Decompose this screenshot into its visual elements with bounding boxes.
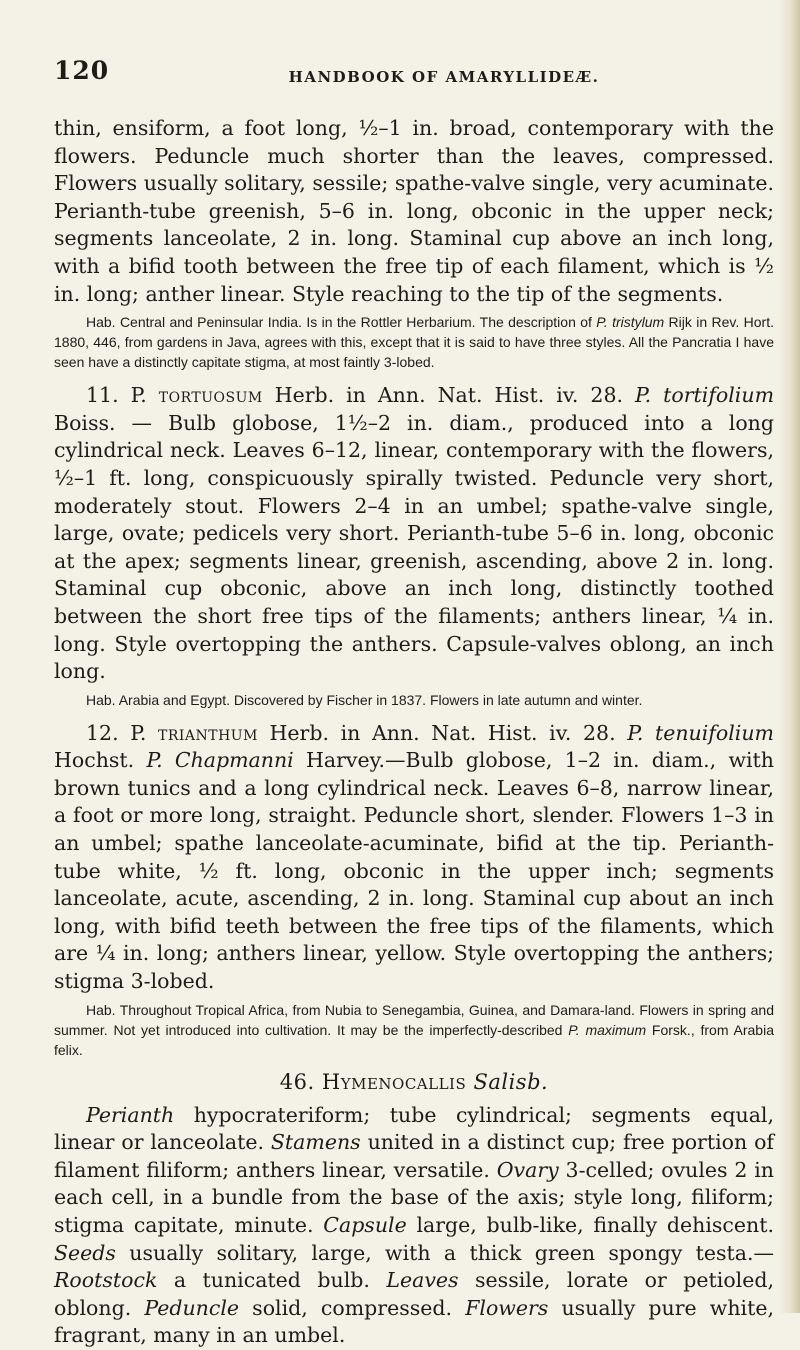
species-authority: Hochst.	[54, 748, 147, 773]
species-entry-11	[54, 382, 774, 686]
term-description: 3-celled; ovules 2 in each cell, in a bundle from the base of the axis; style long, filiform; stigma capitate, minute.	[54, 1157, 775, 1237]
term: Rootstock	[54, 1268, 158, 1293]
page-header	[54, 56, 754, 96]
term: Ovary	[496, 1157, 559, 1182]
habitat-note-10	[54, 312, 774, 372]
habitat-note-11: Hab. Arabia and Egypt. Discovered by Fischer in 1837. Flowers in late autumn and winter.	[86, 691, 643, 708]
term-description: united in a distinct cup; free portion of filament filiform; anthers linear, versatile.	[54, 1130, 774, 1182]
continued-description: thin, ensiform, a foot long, ½–1 in. broad, contemporary with the flowers. Peduncle much shorter than the leaves, compressed. Flowers usually solitary, sessile; spathe-valve single, very acuminate. Perianth-tube greenish, 5–6 in. long, obconic in the upper neck; segments lanceolate, 2 in. long. Staminal cup above an inch long, with a bifid tooth between the free tip of each filament, which is ½ in. long; anther linear. Style reaching to the tip of the segments.	[54, 116, 774, 306]
synonym-name: P. tortifolium	[635, 383, 775, 408]
habitat-text: Hab. Central and Peninsular India. Is in the Rottler Herbarium. The description of	[86, 314, 597, 331]
species-name: tortuosum	[158, 383, 263, 408]
page-edge-shadow	[778, 0, 800, 1313]
term: Peduncle	[144, 1295, 240, 1320]
running-head: HANDBOOK OF AMARYLLIDEÆ.	[288, 68, 600, 86]
term-description: a tunicated bulb.	[157, 1268, 387, 1293]
synonym-name: P. tenuifolium	[627, 720, 774, 745]
habitat-text: Rijk in Rev. Hort. 1880, 446, from gardens in Java, agrees with this, except that it is said to have three styles. All the Pancratia I have seen have a distinctly capitate stigma, at most faintly 3-lobed.	[54, 314, 774, 371]
genus-authority: Salisb.	[473, 1069, 549, 1094]
synonym-name: P. Chapmanni	[146, 748, 294, 773]
term-description: usually pure white, fragrant, many in an umbel.	[54, 1295, 774, 1348]
species-number: 12. P.	[86, 720, 158, 745]
synonym-name: P. tristylum	[596, 314, 665, 331]
species-description: Harvey.—Bulb globose, 1–2 in. diam., with brown tunics and a long cylindrical neck. Leaves 6–8, narrow linear, a foot or more long, straight. Peduncle short, slender. Flowers 1–3 in an umbel; spathe lanceolate-acuminate, bifid at the tip. Perianth-tube white, ½ ft. long, obconic in the upper inch; segments lanceolate, acute, ascending, 2 in. long. Staminal cup about an inch long, with bifid teeth between the free tips of the filaments, which are ¼ in. long; anthers linear, yellow. Style overtopping the anthers; stigma 3-lobed.	[54, 748, 774, 994]
habitat-note-12	[54, 1000, 774, 1060]
species-description: Boiss. — Bulb globose, 1½–2 in. diam., produced into a long cylindrical neck. Leaves 6–12, linear, contemporary with the flowers, ½–1 ft. long, conspicuously spirally twisted. Peduncle very short, moderately stout. Flowers 2–4 in an umbel; spathe-valve single, large, ovate; pedicels very short. Perianth-tube 5–6 in. long, obconic at the apex; segments linear, greenish, ascending, above 2 in. long. Staminal cup obconic, above an inch long, distinctly toothed between the short free tips of the filaments; anthers linear, ¼ in. long. Style overtopping the anthers. Capsule-valves oblong, an inch long.	[54, 410, 774, 684]
term-description: solid, compressed.	[239, 1295, 466, 1320]
term: Seeds	[54, 1240, 116, 1265]
species-authority: Herb. in Ann. Nat. Hist. iv. 28.	[257, 720, 628, 745]
term-description: hypocrateriform; tube cylindrical; segments equal, linear or lanceolate.	[54, 1102, 774, 1155]
term-description: usually solitary, large, with a thick green spongy testa.—	[115, 1240, 774, 1265]
species-authority: Herb. in Ann. Nat. Hist. iv. 28.	[262, 383, 635, 408]
term: Perianth	[86, 1102, 175, 1127]
synonym-name: P. maximum	[568, 1021, 647, 1038]
body-text	[54, 115, 774, 1350]
species-entry-12	[54, 720, 774, 996]
page-number: 120	[54, 56, 110, 85]
genus-name: Hymenocallis	[321, 1069, 467, 1094]
habitat-text: Forsk., from Arabia felix.	[54, 1021, 774, 1058]
term: Flowers	[465, 1295, 549, 1320]
habitat-text: Hab. Throughout Tropical Africa, from Nubia to Senegambia, Guinea, and Damara-land. Flowers in spring and summer. Not yet introduced into cultivation. It may be the imperfectly-described	[54, 1001, 774, 1038]
species-name: trianthum	[157, 720, 258, 745]
term-description: large, bulb-like, finally dehiscent.	[406, 1213, 774, 1237]
species-number: 11. P.	[86, 383, 159, 408]
term: Capsule	[323, 1213, 407, 1237]
term: Leaves	[386, 1268, 459, 1293]
genus-number: 46.	[279, 1069, 322, 1094]
genus-heading	[54, 1070, 774, 1094]
term: Stamens	[270, 1130, 361, 1155]
term-description: sessile, lorate or petioled, oblong.	[54, 1268, 774, 1320]
